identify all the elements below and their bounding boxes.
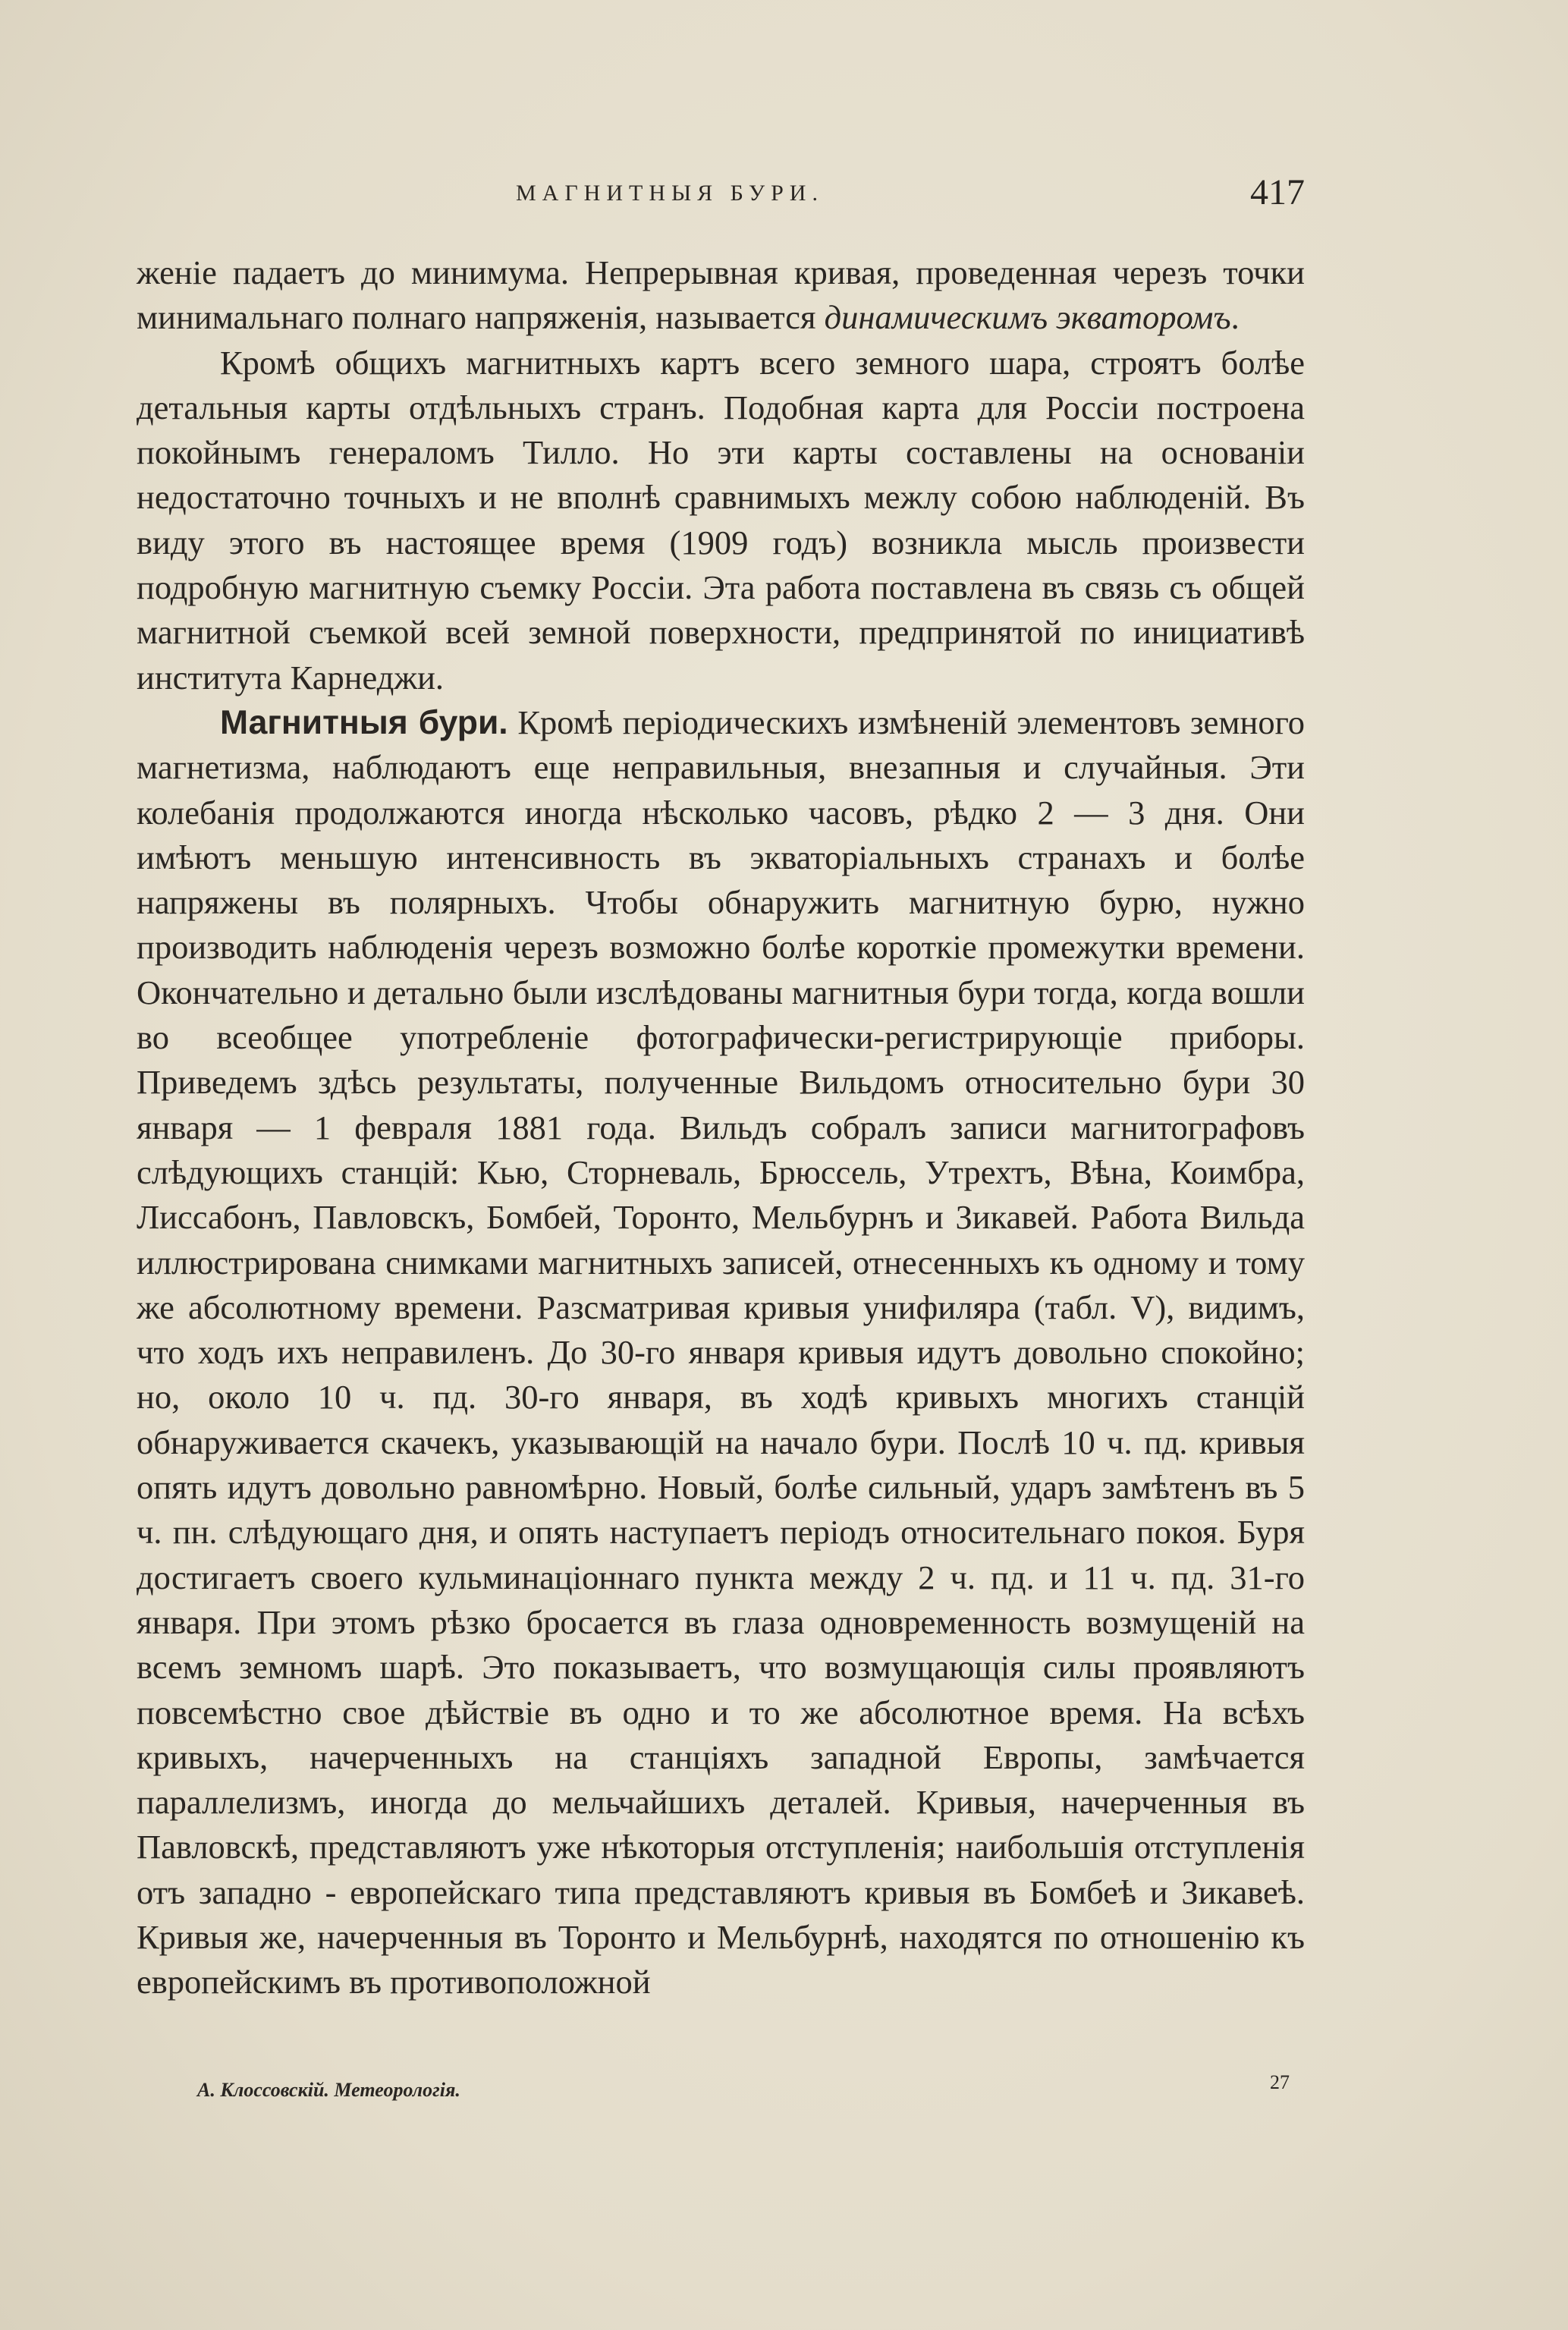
paragraph-3-text: Кромѣ періодическихъ измѣненій элементовъ земного магнетизма, наблюдаютъ еще неправильныя, внезапныя и случайныя. Эти колебанія продолжаются иногда нѣсколько часовъ, рѣдко 2 — 3 дня. Они имѣютъ меньшую интенсивность въ экваторіальныхъ странахъ и болѣе напряжены въ полярныхъ. Чтобы обнаружить магнитную бурю, нужно производить наблюденія черезъ возможно болѣе короткіе промежутки времени. Окончательно и детально были изслѣдованы магнитныя бури тогда, когда вошли во всеобщее употребленіе фотографически-регистрирующіе приборы. Приведемъ здѣсь результаты, полученные Вильдомъ относительно бури 30 января — 1 февраля 1881 года. Вильдъ собралъ записи магнитографовъ слѣдующихъ станцій: Кью, Сторневаль, Брюссель, Утрехтъ, Вѣна, Коимбра, Лиссабонъ, Павловскъ, Бомбей, Торонто, Мельбурнъ и Зикавей. Работа Вильда иллюстрирована снимками магнитныхъ записей, отнесенныхъ къ одному и тому же абсолютному времени. Разсматривая кривыя унифиляра (табл. V), видимъ, что ходъ ихъ неправиленъ. До 30-го января кривыя идутъ довольно спокойно; но, около 10 ч. пд. 30-го января, въ ходѣ кривыхъ многихъ станцій обнаруживается скачекъ, указывающій на начало бури. Послѣ 10 ч. пд. кривыя опять идутъ довольно равномѣрно. Новый, болѣе сильный, ударъ замѣтенъ въ 5 ч. пн. слѣдующаго дня, и опять наступаетъ періодъ относительнаго покоя. Буря достигаетъ своего кульминаціоннаго пункта между 2 ч. пд. и 11 ч. пд. 31-го января. При этомъ рѣзко бросается въ глаза одновременность возмущеній на всемъ земномъ шарѣ. Это показываетъ, что возмущающія силы проявляютъ повсемѣстно свое дѣйствіе въ одно и то же абсолютное время. На всѣхъ кривыхъ, начерченныхъ на станціяхъ западной Европы, замѣчается параллелизмъ, иногда до мельчайшихъ деталей. Кривыя, начерченныя въ Павловскѣ, представляютъ уже нѣкоторыя отступленія; наибольшія отступленія отъ западно - европейскаго типа представляютъ кривыя въ Бомбеѣ и Зикавеѣ. Кривыя же, начерченныя въ Торонто и Мельбурнѣ, находятся по отношенію къ европейскимъ въ противоположной bbox=[137, 703, 1305, 2001]
paragraph-1-text: женіе падаетъ до минимума. Непрерывная кривая, проведенная черезъ точки минимальнаго полнаго напряженія, называется bbox=[137, 253, 1305, 337]
paragraph-3 bbox=[137, 700, 1305, 2005]
paragraph-1 bbox=[137, 250, 1305, 341]
footer-signature: А. Клоссовскій. Метеорологія. bbox=[197, 2079, 460, 2101]
paragraph-2: Кромѣ общихъ магнитныхъ картъ всего земного шара, строятъ болѣе детальныя карты отдѣльныхъ странъ. Подобная карта для Россіи построена покойнымъ генераломъ Тилло. Но эти карты составлены на основаніи недостаточно точныхъ и не вполнѣ сравнимыхъ межлу собою наблюденій. Въ виду этого въ настоящее время (1909 годъ) возникла мысль произвести подробную магнитную съемку Россіи. Эта работа поставлена въ связь съ общей магнитной съемкой всей земной поверхности, предпринятой по инициативѣ института Карнеджи. bbox=[137, 343, 1305, 696]
paragraph-1-end: . bbox=[1230, 298, 1240, 337]
sheet-number: 27 bbox=[1270, 2071, 1290, 2093]
term-dynamic-equator: динамическимъ экваторомъ bbox=[824, 298, 1231, 337]
page-header bbox=[137, 171, 1305, 217]
page-number: 417 bbox=[1250, 172, 1305, 212]
page-footer bbox=[137, 2071, 1305, 2109]
section-heading-magnetic-storms: Магнитныя бури. bbox=[220, 703, 508, 741]
body-text bbox=[137, 250, 1305, 2005]
running-title: МАГНИТНЫЯ БУРИ. bbox=[516, 181, 824, 206]
